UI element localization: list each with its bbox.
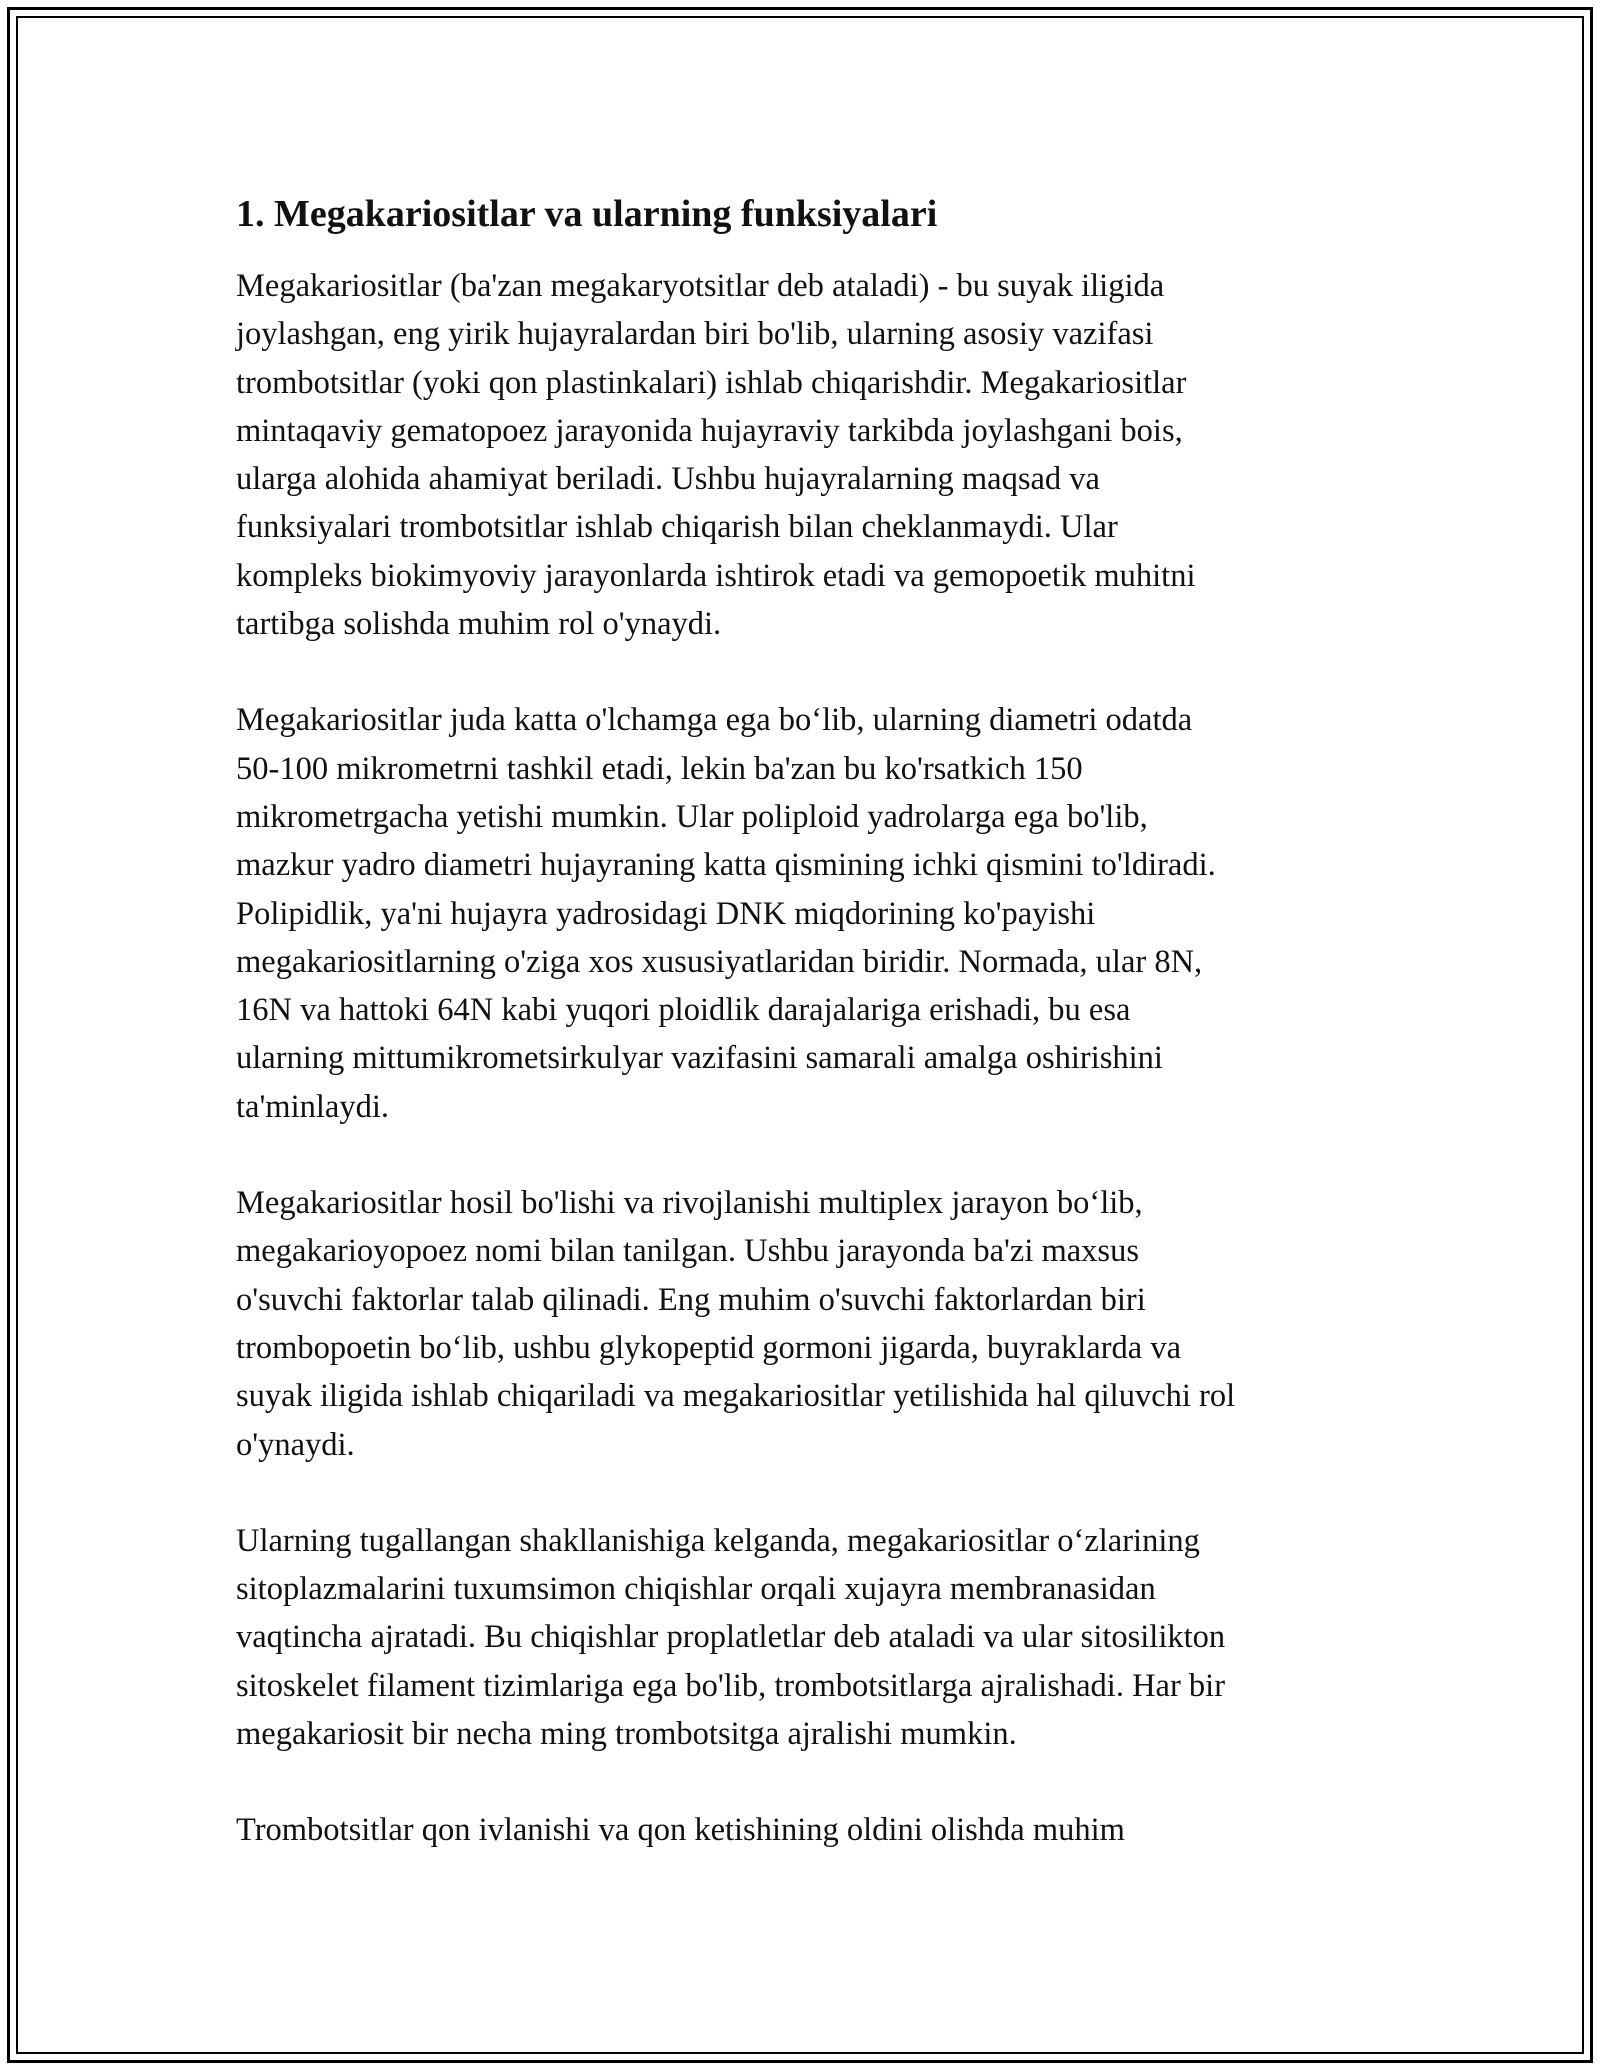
paragraph-3: Megakariositlar hosil bo'lishi va rivojlanishi multiplex jarayon bo‘lib, megakarioyopoez nomi bilan tanilgan. Ushbu jarayonda ba'zi maxsus o'suvchi faktorlar talab qilinadi. Eng muhim o'suvchi faktorlardan biri trombopoetin bo‘lib, ushbu glykopeptid gormoni jigarda, buyraklarda va suyak iligida ishlab chiqariladi va megakariositlar yetilishida hal qiluvchi rol o'ynaydi. [236, 1185, 1236, 1463]
document-body [236, 188, 1376, 1903]
section-title: 1. Megakariositlar va ularning funksiyalari [236, 193, 938, 235]
paragraph-5: Trombotsitlar qon ivlanishi va qon ketishining oldini olishda muhim [236, 1812, 1125, 1849]
paragraph-2: Megakariositlar juda katta o'lchamga ega bo‘lib, ularning diametri odatda 50-100 mikrometrni tashkil etadi, lekin ba'zan bu ko'rsatkich 150 mikrometrgacha yetishi mumkin. Ular poliploid yadrolarga ega bo'lib, mazkur yadro diametri hujayraning katta qismining ichki qismini to'ldiradi. Polipidlik, ya'ni hujayra yadrosidagi DNK miqdorining ko'payishi megakariositlarning o'ziga xos xususiyatlaridan biridir. Normada, ular 8N, 16N va hattoki 64N kabi yuqori ploidlik darajalariga erishadi, bu esa ularning mittumikrometsirkulyar vazifasini samarali amalga oshirishini ta'minlaydi. [236, 702, 1216, 1125]
paragraph-4: Ularning tugallangan shakllanishiga kelganda, megakariositlar o‘zlarining sitoplazmalarini tuxumsimon chiqishlar orqali xujayra membranasidan vaqtincha ajratadi. Bu chiqishlar proplatletlar deb ataladi va ular sitosilikton sitoskelet filament tizimlariga ega bo'lib, trombotsitlarga ajralishadi. Har bir megakariosit bir necha ming trombotsitga ajralishi mumkin. [236, 1522, 1226, 1753]
paragraph-1: Megakariositlar (ba'zan megakaryotsitlar deb ataladi) - bu suyak iligida joylashgan, eng yirik hujayralardan biri bo'lib, ularning asosiy vazifasi trombotsitlar (yoki qon plastinkalari) ishlab chiqarishdir. Megakariositlar mintaqaviy gematopoez jarayonida hujayraviy tarkibda joylashgani bois, ularga alohida ahamiyat beriladi. Ushbu hujayralarning maqsad va funksiyalari trombotsitlar ishlab chiqarish bilan cheklanmaydi. Ular kompleks biokimyoviy jarayonlarda ishtirok etadi va gemopoetik muhitni tartibga solishda muhim rol o'ynaydi. [236, 268, 1196, 643]
